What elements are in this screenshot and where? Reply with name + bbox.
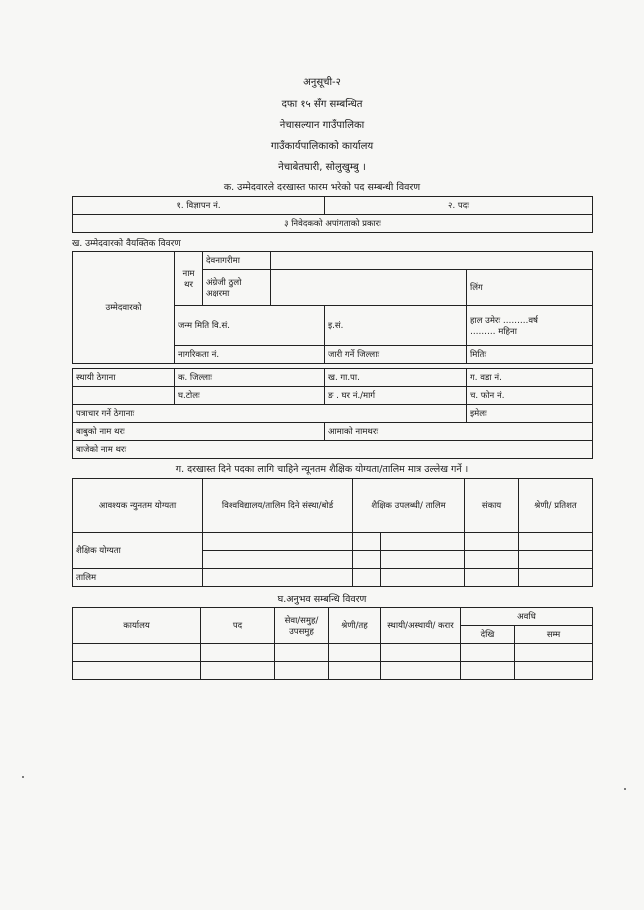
- exp-cell[interactable]: [275, 662, 329, 680]
- exp-cell[interactable]: [329, 644, 381, 662]
- section-kha-title: ख. उम्मेदवारको वैयक्तिक विवरण: [72, 239, 181, 249]
- training-cell[interactable]: [353, 569, 381, 587]
- scan-speck: [22, 776, 24, 778]
- issue-district-field[interactable]: जारी गर्ने जिल्लाः: [325, 346, 467, 364]
- exp-cell[interactable]: [73, 644, 201, 662]
- exp-header-office: कार्यालय: [73, 608, 201, 644]
- exp-cell[interactable]: [275, 644, 329, 662]
- exp-cell[interactable]: [201, 662, 275, 680]
- house-no-field[interactable]: ङ . घर नं./मार्ग: [325, 387, 467, 405]
- scan-speck: [624, 788, 626, 790]
- exp-cell[interactable]: [329, 662, 381, 680]
- exp-header-service: सेवा/समुह/ उपसमुह: [275, 608, 329, 644]
- exp-header-from: देखि: [461, 626, 515, 644]
- training-cell[interactable]: [381, 569, 465, 587]
- office-address: नेचाबेतघारी, सोलुखुम्बु ।: [278, 162, 366, 173]
- experience-table: [72, 607, 593, 680]
- edu-cell[interactable]: [381, 533, 465, 551]
- candidate-label: उम्मेदवारको: [73, 252, 175, 364]
- qualification-table: [72, 478, 593, 533]
- edu-cell[interactable]: [381, 551, 465, 569]
- exp-header-type: स्थायी/अस्थायी/ करार: [381, 608, 461, 644]
- gender-field[interactable]: लिंग: [467, 270, 593, 306]
- age-months: ……… महिना: [470, 326, 517, 337]
- email-field[interactable]: इमेलः: [467, 405, 593, 423]
- age-years: हाल उमेरः ………वर्ष: [470, 315, 538, 326]
- dob-ad-field[interactable]: इ.सं.: [325, 306, 467, 346]
- english-caps-label: अंग्रेजी ठुलो अक्षरमा: [203, 270, 271, 306]
- edu-cell[interactable]: [465, 533, 519, 551]
- section-ga-title: ग. दरखास्त दिने पदका लागि चाहिने न्यूनतम शैक्षिक योग्यता/तालिम मात्र उल्लेख गर्ने ।: [175, 464, 469, 475]
- qual-header-achievement: शैक्षिक उपलब्धी/ तालिम: [353, 479, 465, 533]
- exp-cell[interactable]: [381, 644, 461, 662]
- section-ka-title: क. उम्मेदवारले दरखास्त फारम भरेको पद सम्बन्धी विवरण: [223, 182, 421, 193]
- municipality-field[interactable]: ख. गा.पा.: [325, 369, 467, 387]
- tole-field[interactable]: घ.टोलः: [175, 387, 325, 405]
- edu-cell[interactable]: [519, 551, 593, 569]
- training-cell[interactable]: [465, 569, 519, 587]
- permanent-address-label: स्थायी ठेगाना: [73, 369, 175, 387]
- exp-cell[interactable]: [461, 662, 515, 680]
- post-field[interactable]: २. पदः: [325, 197, 593, 215]
- exp-cell[interactable]: [461, 644, 515, 662]
- training-cell[interactable]: [519, 569, 593, 587]
- current-age-field[interactable]: [467, 306, 593, 346]
- district-field[interactable]: क. जिल्लाः: [175, 369, 325, 387]
- edu-cell[interactable]: [519, 533, 593, 551]
- grandfather-name-field[interactable]: बाजेको नाम थरः: [73, 441, 593, 459]
- ward-field[interactable]: ग. वडा नं.: [467, 369, 593, 387]
- qual-header-min: आवश्यक न्युनतम योग्यता: [73, 479, 203, 533]
- address-table: [72, 368, 593, 459]
- post-details-table: [72, 196, 593, 233]
- mother-name-field[interactable]: आमाको नामथरः: [325, 423, 593, 441]
- schedule-title: अनुसूची-२: [303, 77, 341, 88]
- edu-cell[interactable]: [353, 533, 381, 551]
- exp-cell[interactable]: [201, 644, 275, 662]
- section-gha-title: घ.अनुभव सम्बन्धि विवरण: [277, 594, 367, 605]
- exp-cell[interactable]: [381, 662, 461, 680]
- exp-header-post: पद: [201, 608, 275, 644]
- name-label: नाम थर: [175, 252, 203, 306]
- exp-cell[interactable]: [515, 662, 593, 680]
- exp-header-level: श्रेणी/तह: [329, 608, 381, 644]
- exp-header-to: सम्म: [515, 626, 593, 644]
- edu-cell[interactable]: [203, 533, 353, 551]
- citizenship-no-field[interactable]: नागरिकता नं.: [175, 346, 325, 364]
- municipality-name: नेचासल्यान गाउँपालिका: [279, 120, 365, 131]
- exp-header-duration: अवधि: [461, 608, 593, 626]
- disability-type-field[interactable]: ३ निवेदकको अपांगताको प्रकारः: [73, 215, 593, 233]
- office-name: गाउँकार्यपालिकाको कार्यालय: [270, 141, 374, 152]
- exp-cell[interactable]: [515, 644, 593, 662]
- edu-cell[interactable]: [203, 551, 353, 569]
- edu-cell[interactable]: [465, 551, 519, 569]
- father-name-field[interactable]: बाबुको नाम थरः: [73, 423, 325, 441]
- dob-bs-field[interactable]: जन्म मिति वि.सं.: [175, 306, 325, 346]
- qualification-rows: [72, 532, 593, 587]
- qual-header-faculty: संकाय: [465, 479, 519, 533]
- section-reference: दफा १५ सँग सम्बन्धित: [281, 99, 363, 110]
- correspondence-field[interactable]: पत्राचार गर्ने ठेगानाः: [73, 405, 467, 423]
- issue-date-field[interactable]: मितिः: [467, 346, 593, 364]
- personal-details-table: [72, 251, 593, 364]
- edu-cell[interactable]: [353, 551, 381, 569]
- advert-no-field[interactable]: १. विज्ञापन नं.: [73, 197, 325, 215]
- edu-qualification-label: शैक्षिक योग्यता: [73, 533, 203, 569]
- devanagari-label: देवनागरीमा: [203, 252, 271, 270]
- address-spacer: [73, 387, 175, 405]
- devanagari-name-field[interactable]: [271, 252, 593, 270]
- qual-header-institution: विश्वविद्यालय/तालिम दिने संस्था/बोर्ड: [203, 479, 353, 533]
- training-label: तालिम: [73, 569, 203, 587]
- phone-field[interactable]: च. फोन नं.: [467, 387, 593, 405]
- training-cell[interactable]: [203, 569, 353, 587]
- english-name-field[interactable]: [271, 270, 467, 306]
- qual-header-division: श्रेणी/ प्रतिशत: [519, 479, 593, 533]
- exp-cell[interactable]: [73, 662, 201, 680]
